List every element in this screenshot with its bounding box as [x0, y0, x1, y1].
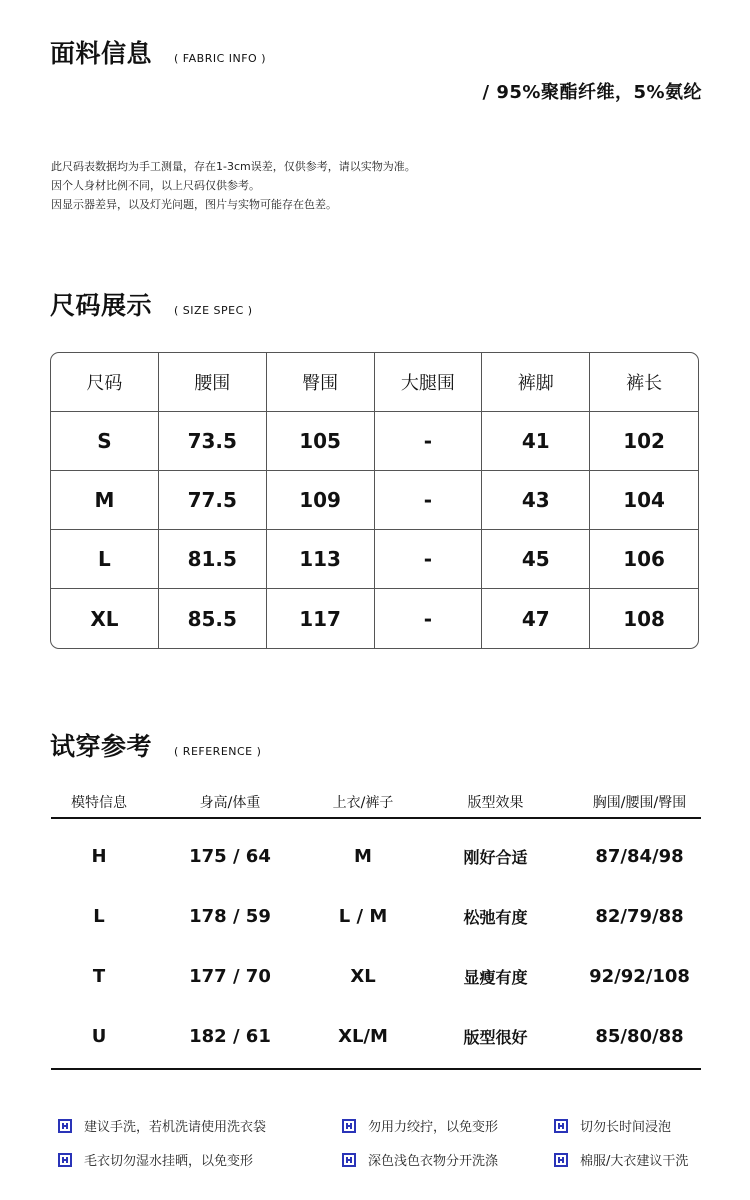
size-cell: 41	[482, 412, 590, 471]
care-item	[554, 1150, 688, 1169]
top-bottom-size: L / M	[338, 905, 388, 927]
size-spec-header	[50, 286, 253, 322]
h-icon	[58, 1119, 72, 1133]
reference-header-cell: 胸围/腰围/臀围	[592, 795, 687, 811]
measurement-notes	[51, 157, 416, 214]
reference-top-rule	[51, 817, 701, 819]
size-header-cell: 裤长	[590, 353, 698, 412]
note-line: 此尺码表数据均为手工测量，存在1-3cm误差，仅供参考，请以实物为准。	[51, 160, 416, 173]
size-cell: 108	[623, 606, 665, 631]
h-icon	[554, 1153, 568, 1167]
body-measurements: 82/79/88	[595, 905, 684, 927]
size-cell: 105	[267, 412, 375, 471]
size-cell: L	[51, 530, 159, 589]
height-weight: 178 / 59	[189, 905, 271, 927]
size-cell: 113	[267, 530, 375, 589]
size-cell: 73.5	[159, 412, 267, 471]
size-header-cell: 裤脚	[482, 353, 590, 412]
fabric-subtitle: ( FABRIC INFO )	[174, 52, 267, 65]
care-text: 建议手洗，若机洗请使用洗衣袋	[84, 1120, 267, 1135]
note-line: 因个人身材比例不同，以上尺码仅供参考。	[51, 179, 260, 192]
size-cell: -	[375, 530, 483, 589]
size-cell: 117	[267, 589, 375, 648]
top-bottom-size: XL	[350, 965, 376, 987]
care-text: 切勿长时间浸泡	[580, 1120, 672, 1135]
body-measurements: 92/92/108	[589, 965, 690, 987]
h-icon	[58, 1153, 72, 1167]
size-cell: -	[375, 412, 483, 471]
h-icon	[554, 1119, 568, 1133]
care-item	[58, 1150, 253, 1169]
fit-effect: 显瘦有度	[463, 967, 528, 987]
fabric-composition: / 95%聚酯纤维，5%氨纶	[482, 82, 702, 103]
reference-header-cell: 模特信息	[71, 795, 127, 811]
size-cell: -	[375, 471, 483, 530]
size-header-cell: 腰围	[159, 353, 267, 412]
fabric-title: 面料信息	[50, 39, 153, 68]
table-row	[51, 826, 701, 886]
fit-effect: 刚好合适	[463, 847, 528, 867]
table-row	[51, 886, 701, 946]
size-cell: -	[375, 589, 483, 648]
care-item	[342, 1150, 498, 1169]
reference-header-cell: 身高/体重	[199, 795, 261, 811]
reference-table-header	[51, 788, 701, 816]
reference-header	[50, 727, 261, 763]
size-header-cell: 大腿围	[375, 353, 483, 412]
size-cell: 77.5	[159, 471, 267, 530]
body-measurements: 85/80/88	[595, 1025, 684, 1047]
height-weight: 182 / 61	[189, 1025, 271, 1047]
model-name: H	[91, 845, 107, 867]
size-spec-title: 尺码展示	[50, 291, 153, 320]
top-bottom-size: XL/M	[338, 1025, 388, 1047]
model-name: T	[92, 965, 106, 987]
size-header-cell: 臀围	[267, 353, 375, 412]
size-cell: 47	[482, 589, 590, 648]
reference-table-body	[51, 826, 701, 1066]
care-text: 棉服/大衣建议干洗	[580, 1154, 689, 1169]
size-header-cell: 尺码	[51, 353, 159, 412]
size-cell: 85.5	[159, 589, 267, 648]
h-icon	[342, 1153, 356, 1167]
table-row	[51, 946, 701, 1006]
reference-header-cell: 上衣/裤子	[332, 795, 394, 811]
fit-effect: 版型很好	[463, 1027, 528, 1047]
size-cell: 43	[482, 471, 590, 530]
care-item	[554, 1116, 671, 1135]
size-cell: 45	[482, 530, 590, 589]
reference-subtitle: ( REFERENCE )	[174, 745, 262, 758]
care-text: 毛衣切勿湿水挂晒，以免变形	[84, 1154, 254, 1169]
fit-effect: 松弛有度	[463, 907, 528, 927]
size-cell: 109	[267, 471, 375, 530]
note-line: 因显示器差异，以及灯光问题，图片与实物可能存在色差。	[51, 198, 337, 211]
care-text: 深色浅色衣物分开洗涤	[368, 1154, 499, 1169]
size-cell: S	[51, 412, 159, 471]
size-table	[50, 352, 699, 649]
size-cell: 81.5	[159, 530, 267, 589]
size-cell: M	[51, 471, 159, 530]
h-icon	[342, 1119, 356, 1133]
top-bottom-size: M	[354, 845, 372, 867]
size-spec-subtitle: ( SIZE SPEC )	[174, 304, 253, 317]
fabric-header	[50, 34, 266, 70]
care-text: 勿用力绞拧，以免变形	[368, 1120, 499, 1135]
size-cell: XL	[51, 589, 159, 648]
reference-title: 试穿参考	[50, 732, 153, 761]
size-cell: 104	[590, 471, 698, 530]
height-weight: 175 / 64	[189, 845, 271, 867]
model-name: L	[93, 905, 105, 927]
size-cell: 106	[590, 530, 698, 589]
care-item	[58, 1116, 266, 1135]
reference-header-cell: 版型效果	[467, 795, 524, 811]
body-measurements: 87/84/98	[595, 845, 684, 867]
care-item	[342, 1116, 498, 1135]
reference-bottom-rule	[51, 1068, 701, 1070]
size-cell: 102	[590, 412, 698, 471]
table-row	[51, 1006, 701, 1066]
model-name: U	[91, 1025, 107, 1047]
height-weight: 177 / 70	[189, 965, 271, 987]
